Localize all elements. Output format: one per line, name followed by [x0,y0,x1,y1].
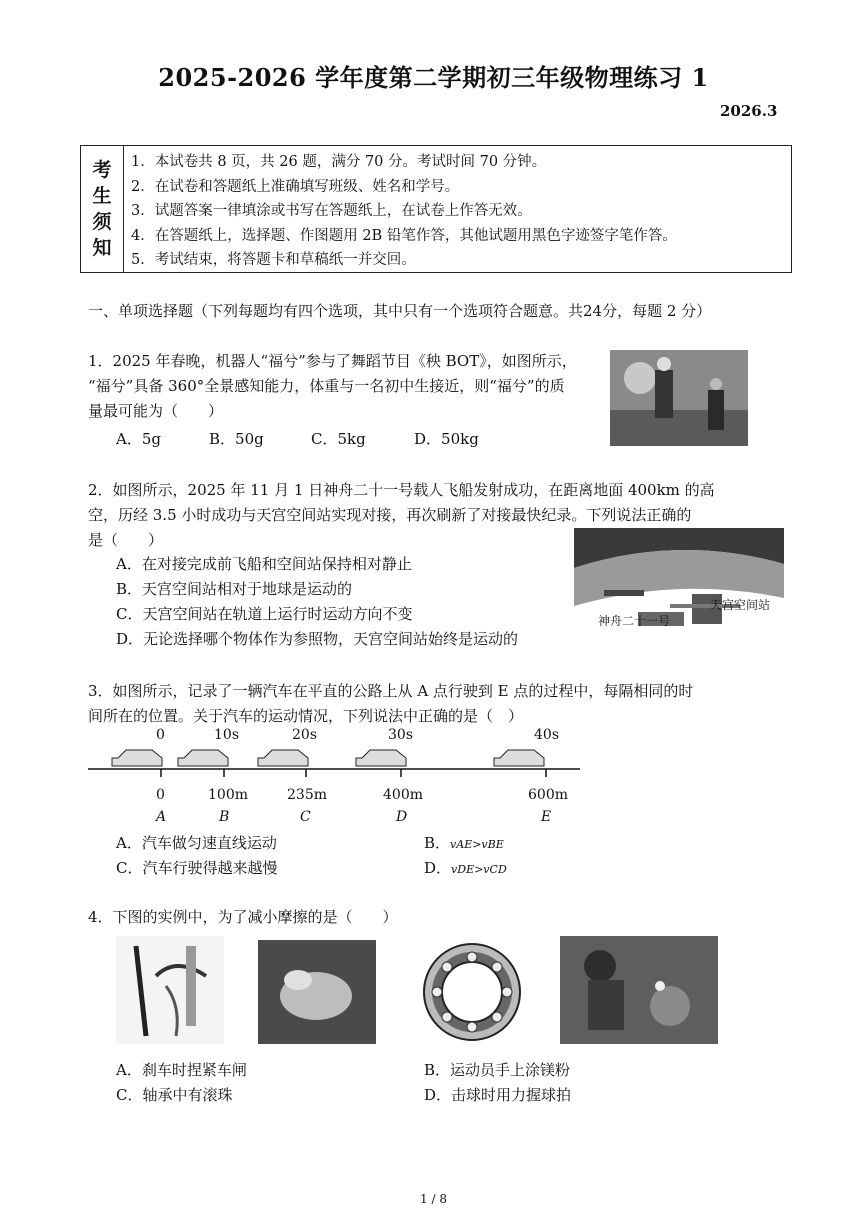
question-3-option-a: A．汽车做匀速直线运动 [116,834,277,852]
question-line: 3．如图所示，记录了一辆汽车在平直的公路上从 A 点行驶到 E 点的过程中，每隔相同的时 [88,682,694,700]
point-label: D [396,809,408,825]
time-label: 20s [292,727,317,743]
question-3-option-b [424,832,504,853]
question-line: 2．如图所示，2025 年 11 月 1 日神舟二十一号载人飞船发射成功，在距离地面 400km 的高 [88,481,715,499]
space-station-photo [574,528,784,652]
question-line: 量最可能为（ ） [88,402,224,420]
question-1-stem [88,349,608,424]
question-1-option-b: B．50g [209,430,264,448]
question-line: 空，历经 3.5 小时成功与天宫空间站实现对接，再次刷新了对接最快纪录。下列说法正确的 [88,506,692,524]
question-line: 是（ ） [88,531,164,549]
point-label: A [156,809,167,825]
magnesium-powder-photo [258,940,376,1044]
option-formula: vAE>vBE [450,838,504,851]
notice-item: 3．试题答案一律填涂或书写在答题纸上，在试卷上作答无效。 [131,203,532,219]
notice-item: 2．在试卷和答题纸上准确填写班级、姓名和学号。 [131,178,460,195]
question-3-option-c: C．汽车行驶得越来越慢 [116,859,278,877]
car-position-diagram [88,726,588,826]
option-formula: vDE>vCD [451,863,507,876]
question-2-option-c: C．天宫空间站在轨道上运行时运动方向不变 [116,605,413,623]
question-3-option-d [424,857,507,878]
point-label: B [219,809,230,825]
question-4-stem: 4．下图的实例中，为了减小摩擦的是（ ） [88,908,398,926]
notice-label-char: 生 [92,185,112,207]
page-number: 1 / 8 [420,1192,447,1206]
question-2-option-b: B．天宫空间站相对于地球是运动的 [116,580,353,598]
page-title: 2025-2026 学年度第二学期初三年级物理练习 1 [158,63,709,92]
option-prefix: B． [424,834,451,852]
station-label: 天宫空间站 [710,598,771,612]
question-line: 1．2025 年春晚，机器人“福兮”参与了舞蹈节目《秧 BOT》，如图所示， [88,352,577,370]
question-4-option-b: B．运动员手上涂镁粉 [424,1061,571,1079]
question-4-option-a: A．刹车时捏紧车闸 [116,1061,247,1079]
question-1-option-a: A．5g [116,430,161,448]
question-4-option-d: D．击球时用力握球拍 [424,1086,572,1104]
distance-label: 600m [528,787,568,803]
notice-label [81,146,124,272]
question-2-option-a: A．在对接完成前飞船和空间站保持相对静止 [116,555,412,573]
time-label: 40s [534,727,559,743]
notice-label-char: 须 [92,211,112,233]
question-line: “福兮”具备 360°全景感知能力，体重与一名初中生接近，则“福兮”的质 [88,377,565,395]
question-2-option-d: D．无论选择哪个物体作为参照物，天宫空间站始终是运动的 [116,630,519,648]
section-title: 一、单项选择题（下列每题均有四个选项，其中只有一个选项符合题意。共24分，每题 2 分） [88,302,712,320]
question-line: 间所在的位置。关于汽车的运动情况，下列说法中正确的是（ ） [88,707,524,725]
ship-label: 神舟二十一号 [598,614,671,628]
notice-item: 1．本试卷共 8 页，共 26 题，满分 70 分。考试时间 70 分钟。 [131,154,547,170]
option-prefix: D． [424,859,452,877]
notice-label-char: 知 [92,237,112,259]
notice-label-char: 考 [92,159,112,181]
notice-item: 5．考试结束，将答题卡和草稿纸一并交回。 [131,252,416,268]
notice-item: 4．在答题纸上，选择题、作图题用 2B 铅笔作答，其他试题用黑色字迹签字笔作答。 [131,227,677,244]
notice-list [131,150,677,273]
table-tennis-photo [560,936,718,1044]
bearing-photo [421,940,523,1044]
robot-dance-photo [610,350,748,446]
question-3-stem [88,679,788,729]
time-label: 10s [214,727,239,743]
time-label: 0 [156,727,165,743]
question-1-option-d: D．50kg [414,430,479,448]
distance-label: 100m [208,787,248,803]
question-4-option-c: C．轴承中有滚珠 [116,1086,233,1104]
time-label: 30s [388,727,413,743]
exam-date: 2026.3 [720,102,778,120]
distance-label: 400m [383,787,423,803]
notice-box [80,145,792,273]
bike-brake-photo [116,936,224,1044]
point-label: C [300,809,311,825]
question-1-option-c: C．5kg [311,430,366,448]
distance-label: 0 [156,787,165,803]
point-label: E [541,809,552,825]
distance-label: 235m [287,787,327,803]
